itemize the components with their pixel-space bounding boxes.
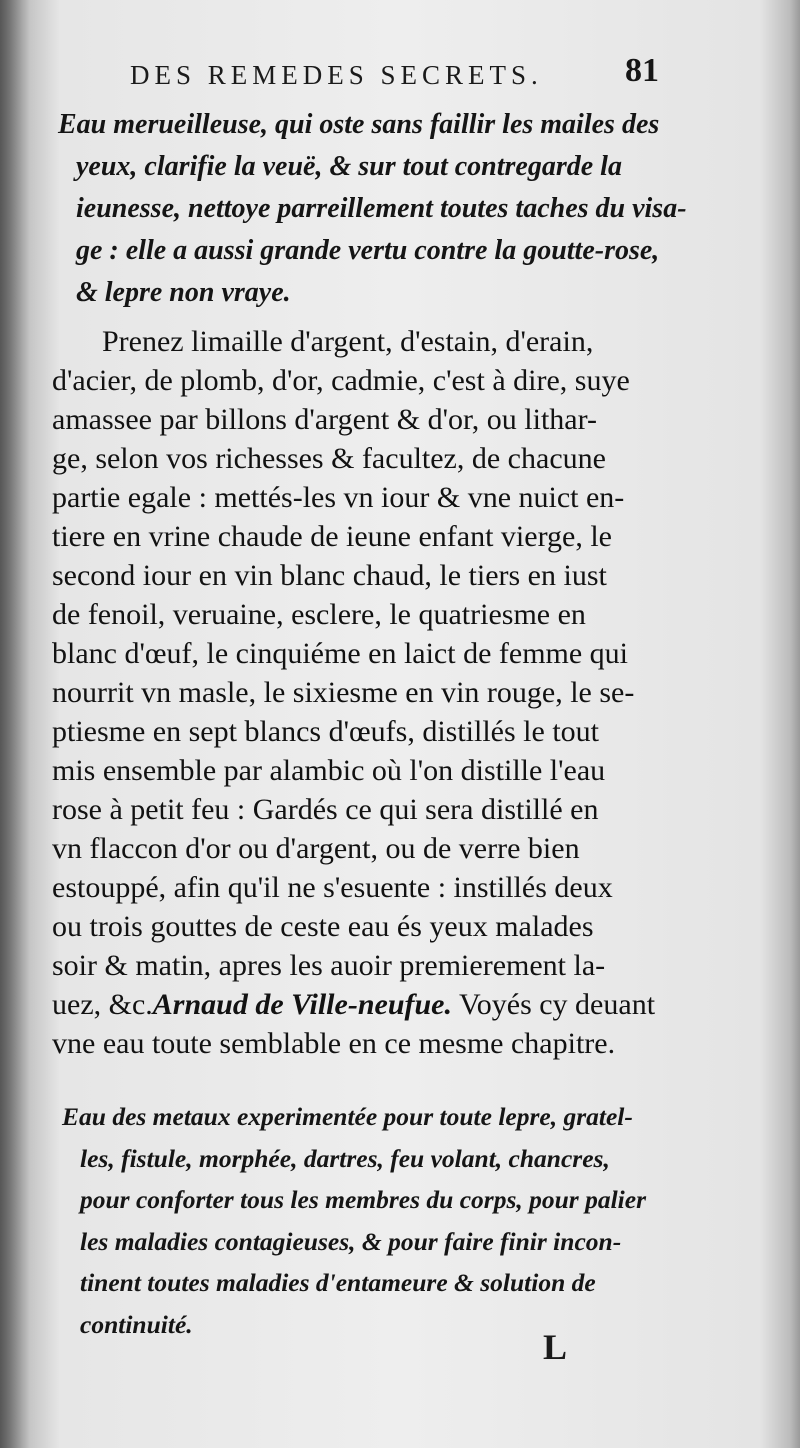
heading-1-line: ge : elle a aussi grande vertu contre la goutte-rose, [76, 235, 660, 266]
body-line: estouppé, afin qu'il ne s'esuente : instillés deux [52, 871, 613, 904]
body-line: d'acier, de plomb, d'or, cadmie, c'est à dire, suye [52, 364, 630, 397]
body-line: partie egale : mettés-les vn iour & vne nuict en- [52, 481, 625, 514]
body-line: tiere en vrine chaude de ieune enfant vierge, le [52, 520, 612, 553]
heading-2-line: continuité. [80, 1309, 193, 1339]
heading-1-line: & lepre non vraye. [76, 277, 291, 308]
body-line: ou trois gouttes de ceste eau és yeux malades [52, 910, 594, 943]
recipe-body [52, 322, 692, 1063]
body-line: Prenez limaille d'argent, d'estain, d'erain, [102, 325, 594, 358]
heading-2-line: les maladies contagieuses, & pour faire finir incon- [80, 1226, 622, 1256]
recipe-heading-2 [62, 1096, 692, 1345]
heading-2-line: tinent toutes maladies d'entameure & solution de [80, 1268, 596, 1297]
heading-2-line: pour conforter tous les membres du corps, pour palier [80, 1185, 647, 1214]
body-line-start: uez, &c. [52, 988, 153, 1021]
body-line: ge, selon vos richesses & facultez, de chacune [52, 442, 606, 475]
heading-2-line: Eau des metaux experimentée pour toute lepre, gratel- [62, 1102, 633, 1131]
heading-2-line: les, fistule, morphée, dartres, feu volant, chancres, [80, 1143, 610, 1173]
body-line: blanc d'œuf, le cinquiéme en laict de femme qui [52, 637, 629, 670]
running-head: DES REMEDES SECRETS. [130, 60, 543, 90]
body-line: rose à petit feu : Gardés ce qui sera distillé en [52, 793, 599, 826]
body-line: nourrit vn masle, le sixiesme en vin rouge, le se- [52, 676, 635, 709]
body-line: mis ensemble par alambic où l'on distille l'eau [52, 754, 606, 787]
body-line: vne eau toute semblable en ce mesme chapitre. [52, 1027, 616, 1060]
signature-mark: L [543, 1327, 568, 1367]
recipe-heading-1 [58, 104, 688, 314]
body-line: vn flaccon d'or ou d'argent, ou de verre bien [52, 832, 580, 865]
body-line-with-author [52, 985, 692, 1024]
body-line: de fenoil, veruaine, esclere, le quatriesme en [52, 598, 586, 631]
body-line: amassee par billons d'argent & d'or, ou lithar- [52, 403, 597, 436]
body-line-end: Voyés cy deuant [452, 988, 656, 1021]
heading-1-line: Eau merueilleuse, qui oste sans faillir les mailes des [58, 109, 660, 140]
spine-shadow [0, 0, 30, 1448]
body-line: soir & matin, apres les auoir premierement la- [52, 949, 606, 982]
body-line: second iour en vin blanc chaud, le tiers en iust [52, 559, 607, 592]
heading-1-line: ieunesse, nettoye parreillement toutes taches du visa- [76, 193, 687, 224]
body-line: ptiesme en sept blancs d'œufs, distillés le tout [52, 715, 599, 748]
heading-1-line: yeux, clarifie la veuë, & sur tout contregarde la [76, 151, 622, 182]
author-name: Arnaud de Ville-neufue. [152, 988, 452, 1021]
page-number: 81 [625, 52, 659, 89]
